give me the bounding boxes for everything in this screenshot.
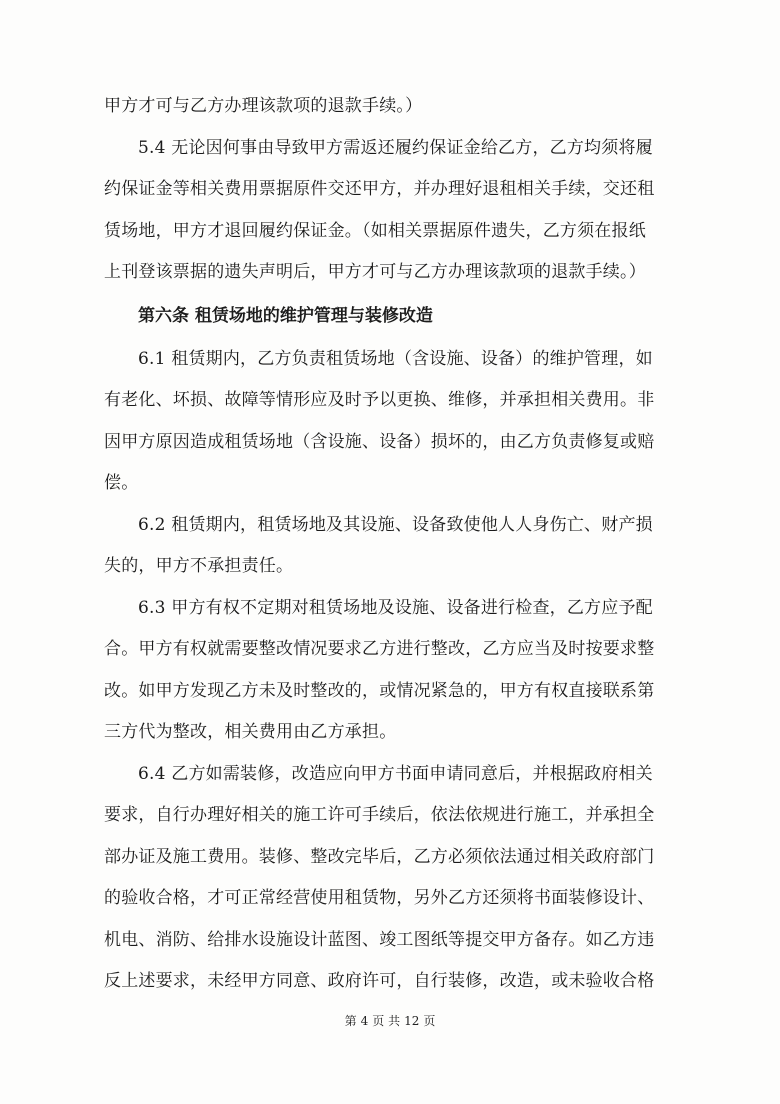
page-footer	[0, 1012, 780, 1029]
section-heading: 第六条 租赁场地的维护管理与装修改造	[138, 305, 433, 326]
paragraph-6-1	[104, 339, 684, 505]
paragraph-6-2	[104, 505, 684, 588]
text-line: 合。甲方有权就需要整改情况要求乙方进行整改，乙方应当及时按要求整	[104, 639, 655, 659]
text-line: 6.1 租赁期内，乙方负责租赁场地（含设施、设备）的维护管理，如	[138, 348, 653, 369]
text-line: 有老化、坏损、故障等情形应及时予以更换、维修，并承担相关费用。非	[104, 390, 655, 410]
document-body	[104, 86, 684, 1003]
footer-mid: 页 共	[372, 1014, 401, 1028]
text-line: 反上述要求，未经甲方同意、政府许可，自行装修，改造，或未验收合格	[104, 971, 655, 991]
text-line: 甲方才可与乙方办理该款项的退款手续。）	[104, 96, 423, 116]
text-line: 5.4 无论因何事由导致甲方需返还履约保证金给乙方，乙方均须将履	[138, 137, 653, 158]
footer-suffix: 页	[423, 1014, 436, 1028]
text-line: 失的，甲方不承担责任。	[104, 556, 294, 576]
text-line: 三方代为整改，相关费用由乙方承担。	[104, 722, 397, 742]
text-line: 要求，自行办理好相关的施工许可手续后，依法依规进行施工，并承担全	[104, 805, 655, 825]
paragraph-6-3	[104, 588, 684, 754]
text-line: 偿。	[104, 473, 139, 493]
page-number: 4	[360, 1014, 369, 1028]
text-line: 因甲方原因造成租赁场地（含设施、设备）损坏的，由乙方负责修复或赔	[104, 431, 655, 452]
paragraph-6-4	[104, 754, 684, 1003]
text-line: 的验收合格，才可正常经营使用租赁物，另外乙方还须将书面装修设计、	[104, 888, 655, 908]
text-line: 赁场地，甲方才退回履约保证金。（如相关票据原件遗失，乙方须在报纸	[104, 220, 646, 241]
text-line: 机电、消防、给排水设施设计蓝图、竣工图纸等提交甲方备存。如乙方违	[104, 929, 655, 950]
text-line: 6.2 租赁期内，租赁场地及其设施、设备致使他人人身伤亡、财产损	[138, 514, 653, 535]
text-line: 上刊登该票据的遗失声明后，甲方才可与乙方办理该款项的退款手续。）	[104, 262, 646, 282]
text-line: 约保证金等相关费用票据原件交还甲方，并办理好退租相关手续，交还租	[104, 179, 655, 199]
footer-prefix: 第	[344, 1014, 357, 1028]
text-line: 改。如甲方发现乙方未及时整改的，或情况紧急的，甲方有权直接联系第	[104, 680, 655, 701]
text-line: 6.3 甲方有权不定期对租赁场地及设施、设备进行检查，乙方应予配	[138, 597, 653, 618]
text-line: 6.4 乙方如需装修，改造应向甲方书面申请同意后，并根据政府相关	[138, 763, 653, 784]
text-line: 部办证及施工费用。装修、整改完毕后，乙方必须依法通过相关政府部门	[104, 846, 655, 867]
total-pages: 12	[404, 1014, 420, 1028]
